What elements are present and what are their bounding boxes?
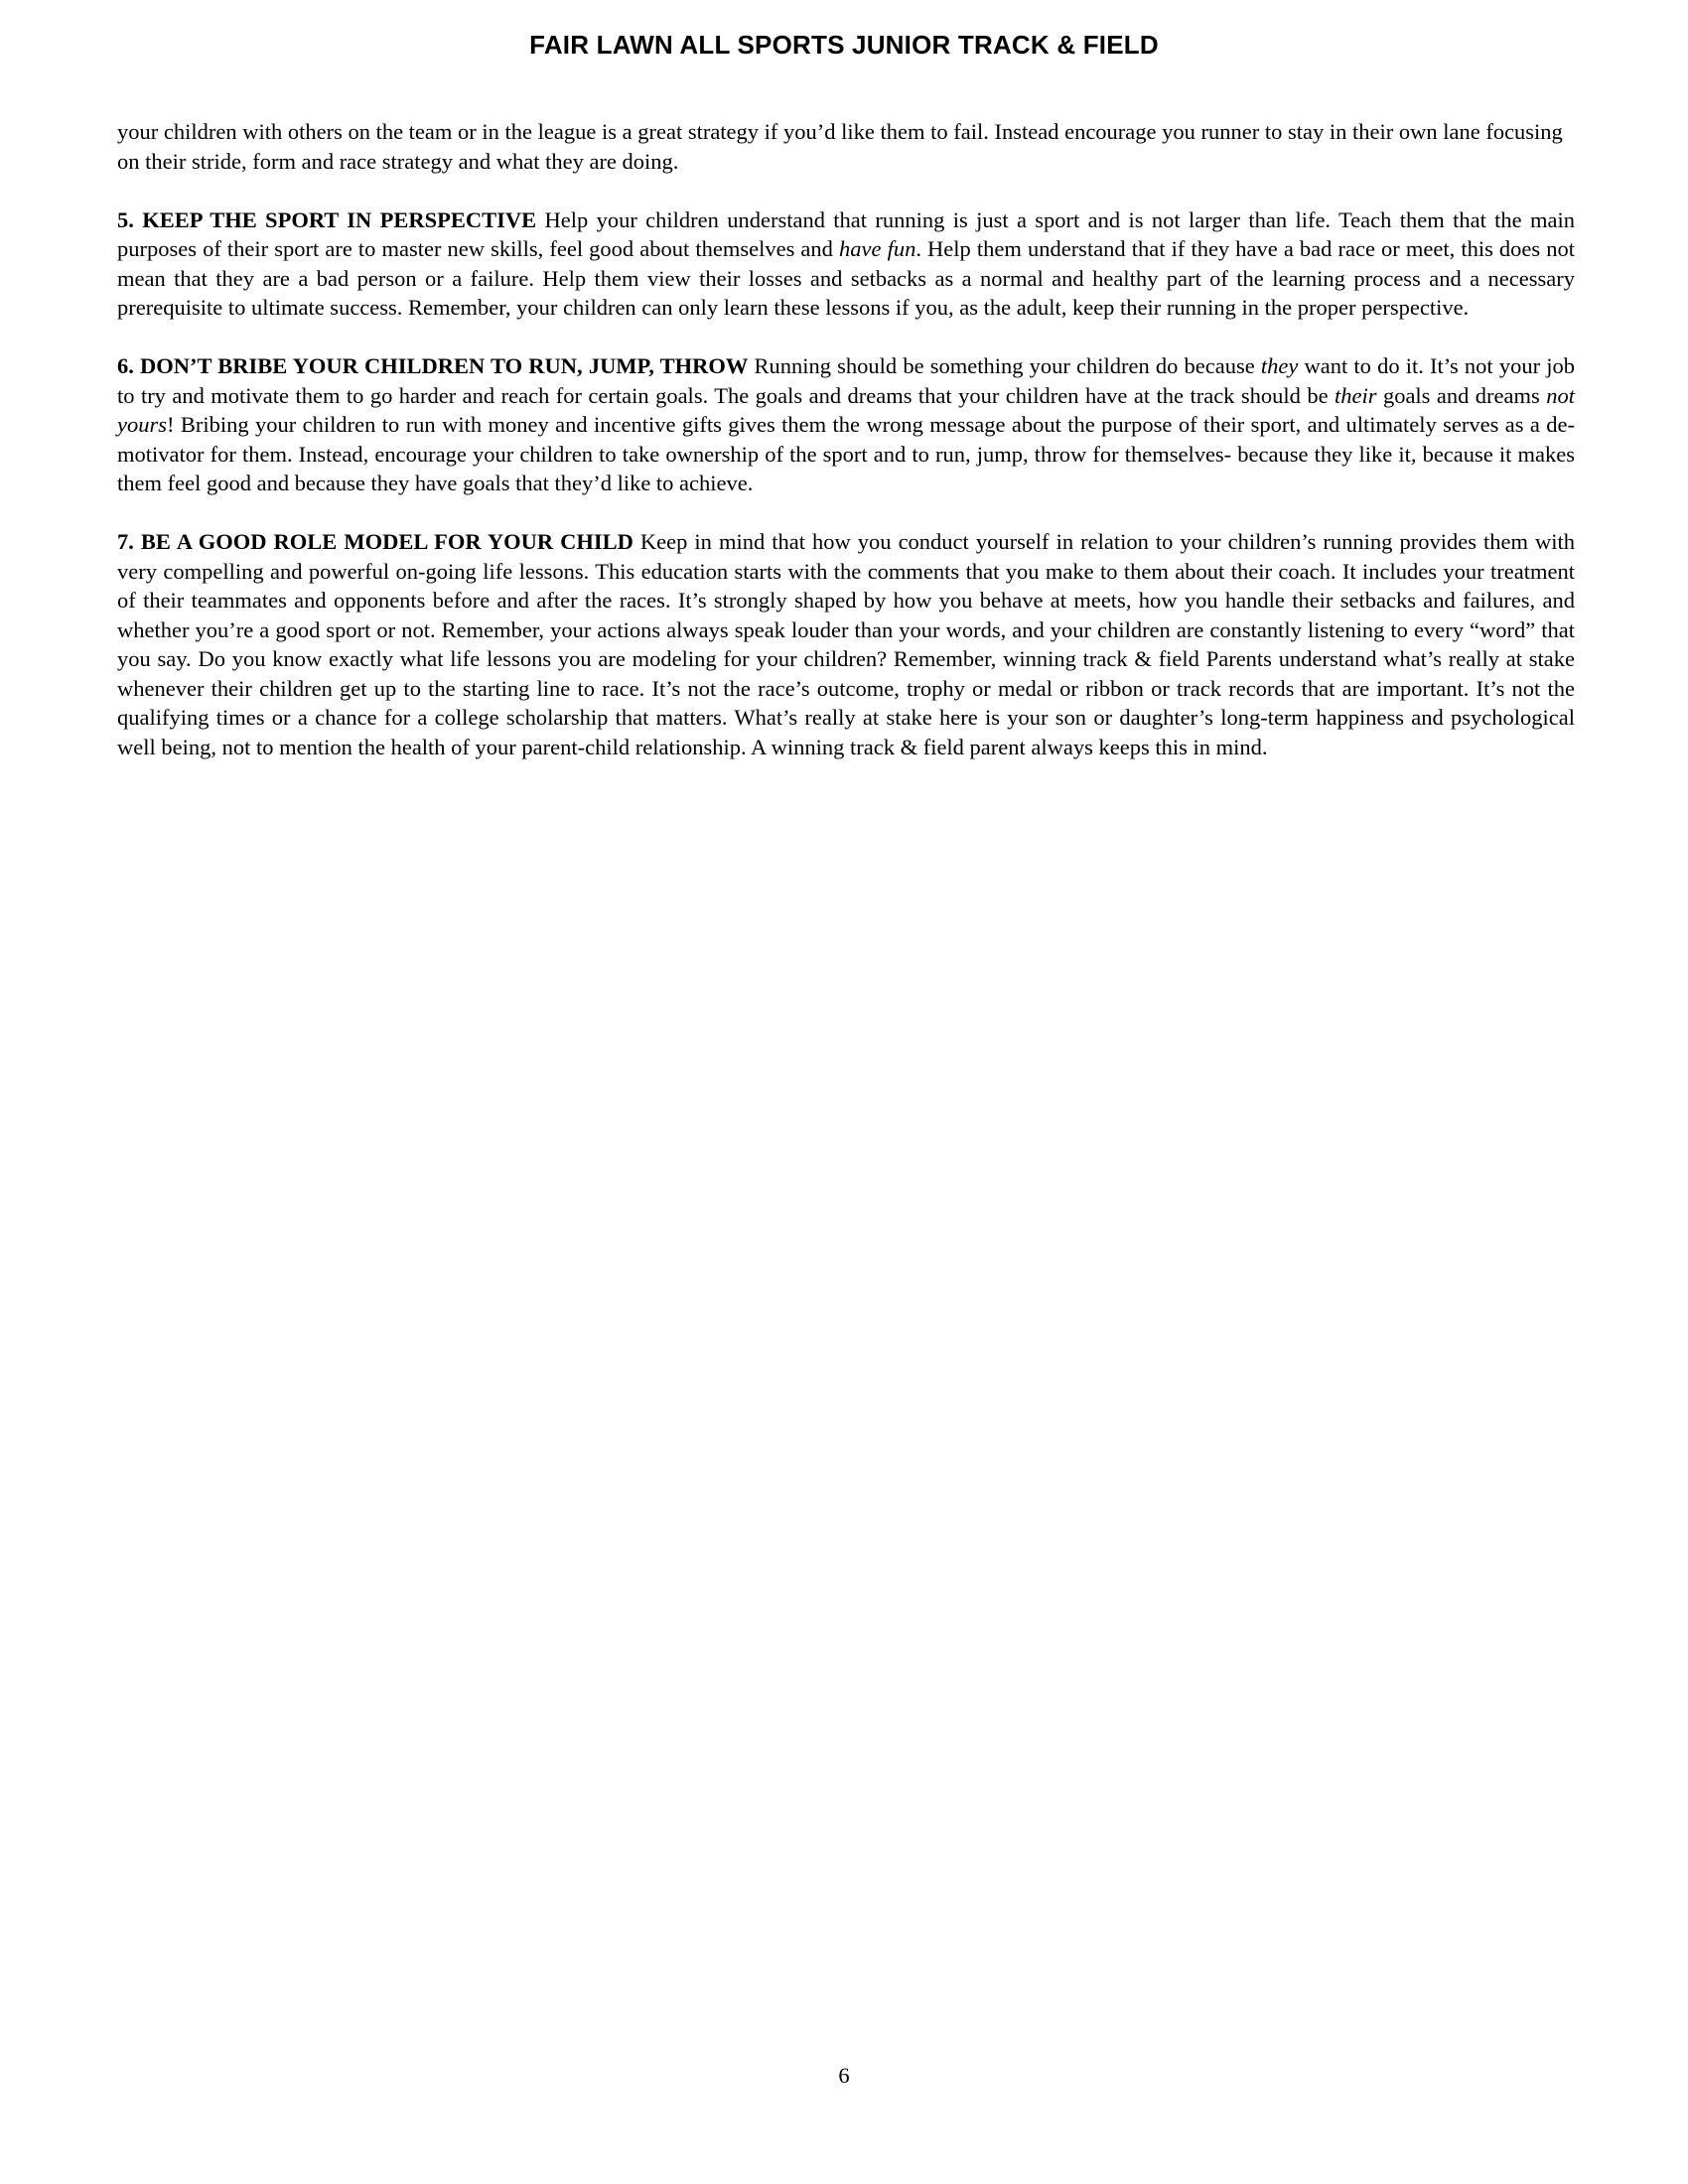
section-5-emphasis-1: have fun (839, 236, 916, 261)
section-6-emphasis-1: they (1260, 353, 1299, 378)
section-6-text-2: want to do it. It’s not your job to try and motivate them to go harder and reach for certain goals. The goals and dreams that your children have at the track should be (117, 353, 1575, 408)
section-5-heading: 5. KEEP THE SPORT IN PERSPECTIVE (117, 206, 537, 232)
document-body (117, 117, 1575, 761)
section-6-heading: 6. DON’T BRIBE YOUR CHILDREN TO RUN, JUMP, THROW (117, 353, 749, 378)
section-6-paragraph (117, 351, 1575, 498)
section-5-text-1: Help your children understand that running is just a sport and is not larger than life. Teach them that the main purposes of their sport are to master new skills, feel good about themselves and (117, 206, 1576, 261)
page-header-title: FAIR LAWN ALL SPORTS JUNIOR TRACK & FIELD (529, 30, 1159, 60)
page-number: 6 (838, 2063, 850, 2088)
section-7-paragraph (117, 527, 1575, 761)
paragraph-spacer (117, 498, 1575, 528)
paragraph-spacer (117, 323, 1575, 352)
section-6-text-4: ! Bribing your children to run with money and incentive gifts gives them the wrong message about the purpose of their sport, and ultimately serves as a de-motivator for them. Instead, encourage your children to take ownership of the sport and to run, jump, throw for themselves- because they like it, because it makes them feel good and because they have goals that they’d like to achieve. (117, 412, 1575, 495)
paragraph-spacer (117, 176, 1575, 205)
section-6-text-1: Running should be something your children do because (748, 353, 1261, 378)
intro-paragraph-line2: on their stride, form and race strategy and what they are doing. (117, 148, 679, 174)
section-6-emphasis-3: not yours (117, 382, 1575, 437)
section-7-text-1: Keep in mind that how you conduct yourself in relation to your children’s running provides them with very compelling and powerful on-going life lessons. This education starts with the comments that you make to them about their coach. It includes your treatment of their teammates and opponents before and after the races. It’s strongly shaped by how you behave at meets, how you handle their setbacks and failures, and whether you’re a good sport or not. Remember, your actions always speak louder than your words, and your children are constantly listening to every “word” that you say. Do you know exactly what life lessons you are modeling for your children? Remember, winning track & field Parents understand what’s really at stake whenever their children get up to the starting line to race. It’s not the race’s outcome, trophy or medal or ribbon or track records that are important. It’s not the qualifying times or a chance for a college scholarship that matters. What’s really at stake here is your son or daughter’s long-term happiness and psychological well being, not to mention the health of your parent-child relationship. A winning track & field parent always keeps this in mind. (117, 529, 1576, 759)
section-6-text-3: goals and dreams (1376, 382, 1547, 408)
intro-paragraph-line1: your children with others on the team or in the league is a great strategy if you’d like them to fail. Instead encourage you runner to stay in their own lane focusing (117, 119, 1563, 144)
section-5-paragraph (117, 205, 1575, 323)
section-5-text-2: . Help them understand that if they have a bad race or meet, this does not mean that they are a bad person or a failure. Help them view their losses and setbacks as a normal and healthy part of the learning process and a necessary prerequisite to ultimate success. Remember, your children can only learn these lessons if you, as the adult, keep their running in the proper perspective. (117, 236, 1575, 320)
section-7-heading: 7. BE A GOOD ROLE MODEL FOR YOUR CHILD (117, 529, 633, 554)
section-6-emphasis-2: their (1335, 382, 1377, 408)
